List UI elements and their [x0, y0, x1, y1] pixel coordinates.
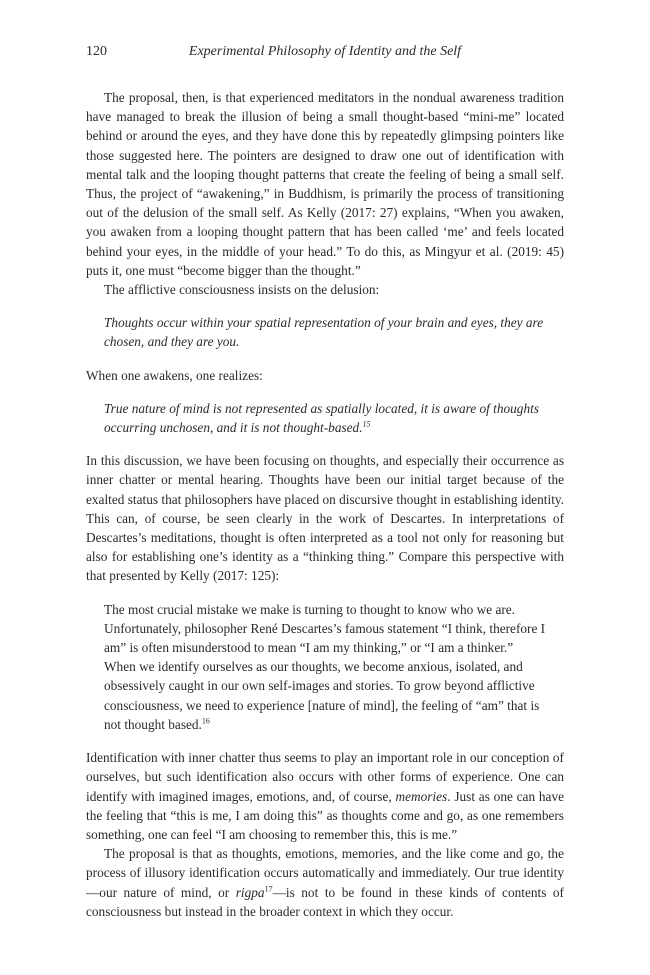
block-quote-kelly	[104, 600, 546, 734]
running-title: Experimental Philosophy of Identity and the Self	[188, 44, 462, 59]
quote-kelly-text	[104, 600, 546, 734]
proposal-text-a: The proposal is that as thoughts, emotions, memories, and the like come and go, the process of illusory identification occurs automatically and immediately. Our true identity—our nature of mind, or	[86, 846, 564, 900]
identification-text-a: Identification with inner chatter thus seems to play an important role in our conception of ourselves, but such identification also occurs with other forms of experience. One can identify with imagined images, emotions, and, of course,	[86, 750, 564, 804]
paragraph-realizes: When one awakens, one realizes:	[86, 367, 263, 383]
paragraph-afflictive: The afflictive consciousness insists on the delusion:	[104, 282, 380, 298]
paragraph-identification	[86, 748, 564, 844]
paragraph-awakening: The proposal, then, is that experienced meditators in the nondual awareness tradition have managed to break the illusion of being a small thought-based “mini-me” located behind or around the eyes, and they have done this by repeatedly glimpsing pointers like those suggested here. The pointers are designed to draw one out of identification with mental talk and the looping thought patterns that create the feeling of being a small self. Thus, the project of “awakening,” in Buddhism, is primarily the process of transitioning out of the delusion of the small self. As Kelly (2017: 27) explains, “When you awaken, you awaken from a looping thought pattern that has been called ‘me’ and feels located behind your eyes, in the middle of your head.” To do this, as Mingyur et al. (2019: 45) puts it, one must “become bigger than the thought.”	[86, 90, 564, 278]
block-quote-delusion	[104, 313, 546, 351]
page-header	[86, 44, 564, 64]
identification-emphasis: memories	[395, 788, 448, 804]
body-text	[86, 88, 564, 921]
footnote-ref-15[interactable]: 15	[362, 419, 371, 429]
block-quote-true-nature	[104, 399, 546, 437]
proposal-text-b: —is not to be found in these kinds of contents of consciousness but instead in the broader context in which they occur.	[86, 884, 564, 919]
quote-kelly-body: The most crucial mistake we make is turning to thought to know who we are. Unfortunately, philosopher René Descartes’s famous statement “I think, therefore I am” is often misunderstood to mean “I am my thinking,” or “I am a thinker.” When we identify ourselves as our thoughts, we become anxious, isolated, and obsessively caught in our own self-images and stories. To grow beyond afflictive consciousness, we need to experience [nature of mind], the feeling of “am” that is not thought based.	[104, 601, 546, 732]
paragraph-proposal	[86, 844, 564, 921]
quote-true-nature-body: True nature of mind is not represented as spatially located, it is aware of thoughts occurring unchosen, and it is not thought-based.	[104, 400, 539, 436]
footnote-ref-17[interactable]: 17	[264, 884, 273, 894]
identification-text-b: . Just as one can have the feeling that “this is me, I am doing this” as thoughts come and go, as one remembers something, one can feel “I am choosing to remember this, this is me.”	[86, 788, 564, 842]
page-number: 120	[86, 44, 107, 59]
quote-true-nature-text	[104, 399, 546, 437]
quote-delusion-text: Thoughts occur within your spatial representation of your brain and eyes, they are chosen, and they are you.	[104, 315, 544, 350]
paragraph-descartes: In this discussion, we have been focusing on thoughts, and especially their occurrence as inner chatter or mental hearing. Thoughts have been our initial target because of the exalted status that philosophers have placed on discursive thought in establishing identity. This can, of course, be seen clearly in the work of Descartes. In interpretations of Descartes’s meditations, thought is often interpreted as a tool not only for reasoning but also for establishing one’s identity as a “thinking thing.” Compare this perspective with that presented by Kelly (2017: 125):	[86, 453, 564, 584]
footnote-ref-16[interactable]: 16	[201, 716, 210, 726]
proposal-emphasis: rigpa	[235, 884, 265, 900]
